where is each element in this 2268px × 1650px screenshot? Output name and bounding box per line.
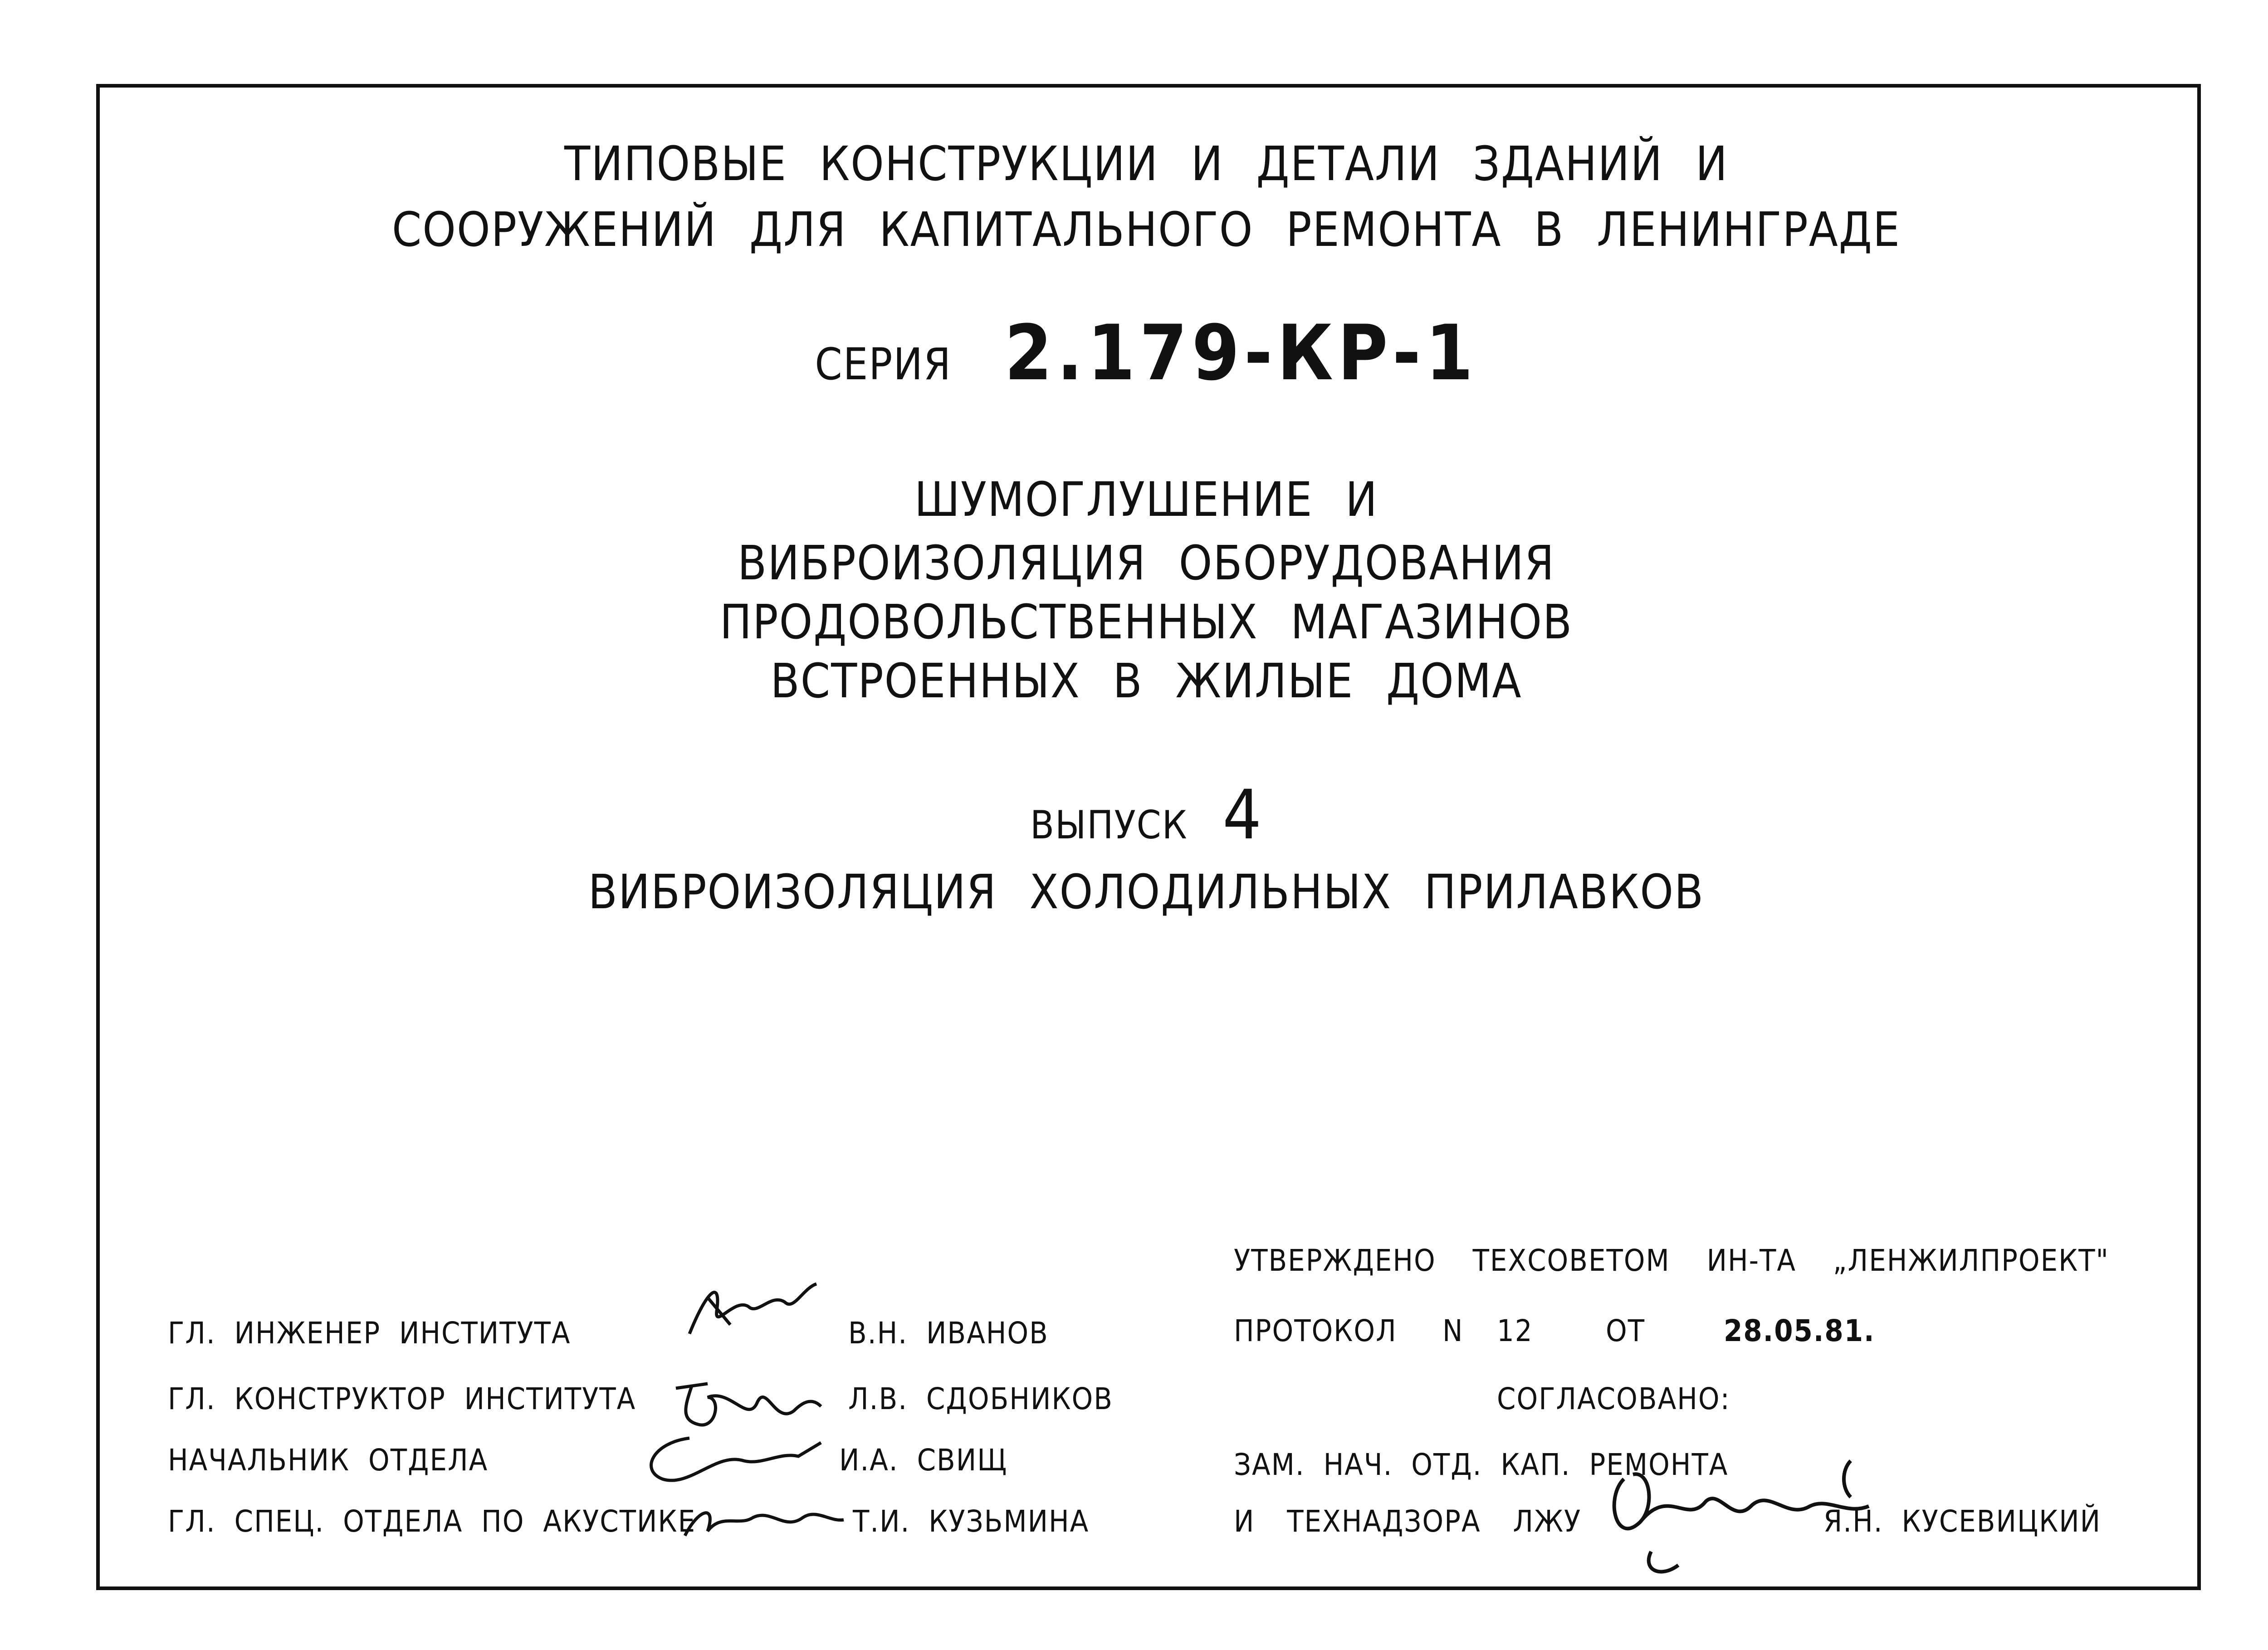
protocol-date-label: ОТ [1606, 1313, 1645, 1348]
staff-position-2: ГЛ. КОНСТРУКТОР ИНСТИТУТА [168, 1381, 636, 1416]
protocol-label: ПРОТОКОЛ [1234, 1313, 1397, 1348]
subject-line-2: ВИБРОИЗОЛЯЦИЯ ОБОРУДОВАНИЯ [738, 535, 1555, 591]
series-row [0, 308, 2268, 397]
series-number: 2.179-КР-1 [1004, 308, 1478, 397]
protocol-no-label: N [1442, 1313, 1464, 1348]
staff-name-3: И.А. СВИЩ [839, 1443, 1008, 1478]
approval-line-5: И ТЕХНАДЗОРА ЛЖУ [1234, 1504, 1582, 1539]
header-line-1: ТИПОВЫЕ КОНСТРУКЦИИ И ДЕТАЛИ ЗДАНИЙ И [564, 136, 1728, 191]
issue-title: ВИБРОИЗОЛЯЦИЯ ХОЛОДИЛЬНЫХ ПРИЛАВКОВ [588, 864, 1705, 920]
series-label: СЕРИЯ [815, 339, 952, 390]
subject-line-1: ШУМОГЛУШЕНИЕ И [914, 472, 1378, 527]
signature-ivanov [680, 1270, 844, 1352]
signature-kusevitsky [1597, 1452, 1887, 1588]
protocol-number: 12 [1497, 1313, 1533, 1348]
signature-svishch [626, 1425, 830, 1493]
protocol-date: 28.05.81. [1724, 1313, 1875, 1348]
header-line-2: СООРУЖЕНИЙ ДЛЯ КАПИТАЛЬНОГО РЕМОНТА В ЛЕНИНГРАДЕ [391, 202, 1901, 257]
approval-line-1: УТВЕРЖДЕНО ТЕХСОВЕТОМ ИН-ТА „ЛЕНЖИЛПРОЕКТ" [1234, 1243, 2109, 1278]
signature-kuzmina [676, 1495, 848, 1545]
agreed-label: СОГЛАСОВАНО: [1497, 1381, 1730, 1416]
issue-label: ВЫПУСК [1030, 803, 1188, 848]
subject-line-3: ПРОДОВОЛЬСТВЕННЫХ МАГАЗИНОВ [719, 594, 1573, 650]
issue-row [0, 776, 2268, 855]
staff-position-3: НАЧАЛЬНИК ОТДЕЛА [168, 1443, 489, 1478]
staff-name-1: В.Н. ИВАНОВ [848, 1316, 1049, 1351]
staff-position-1: ГЛ. ИНЖЕНЕР ИНСТИТУТА [168, 1316, 571, 1351]
subject-line-4: ВСТРОЕННЫХ В ЖИЛЫЕ ДОМА [770, 653, 1522, 709]
staff-name-2: Л.В. СДОБНИКОВ [848, 1381, 1113, 1416]
approval-line-4: ЗАМ. НАЧ. ОТД. КАП. РЕМОНТА [1234, 1447, 1729, 1482]
approval-name: Я.Н. КУСЕВИЦКИЙ [1823, 1504, 2102, 1539]
issue-number: 4 [1222, 776, 1263, 855]
staff-position-4: ГЛ. СПЕЦ. ОТДЕЛА ПО АКУСТИКЕ [168, 1504, 696, 1539]
staff-name-4: Т.И. КУЗЬМИНА [853, 1504, 1090, 1539]
